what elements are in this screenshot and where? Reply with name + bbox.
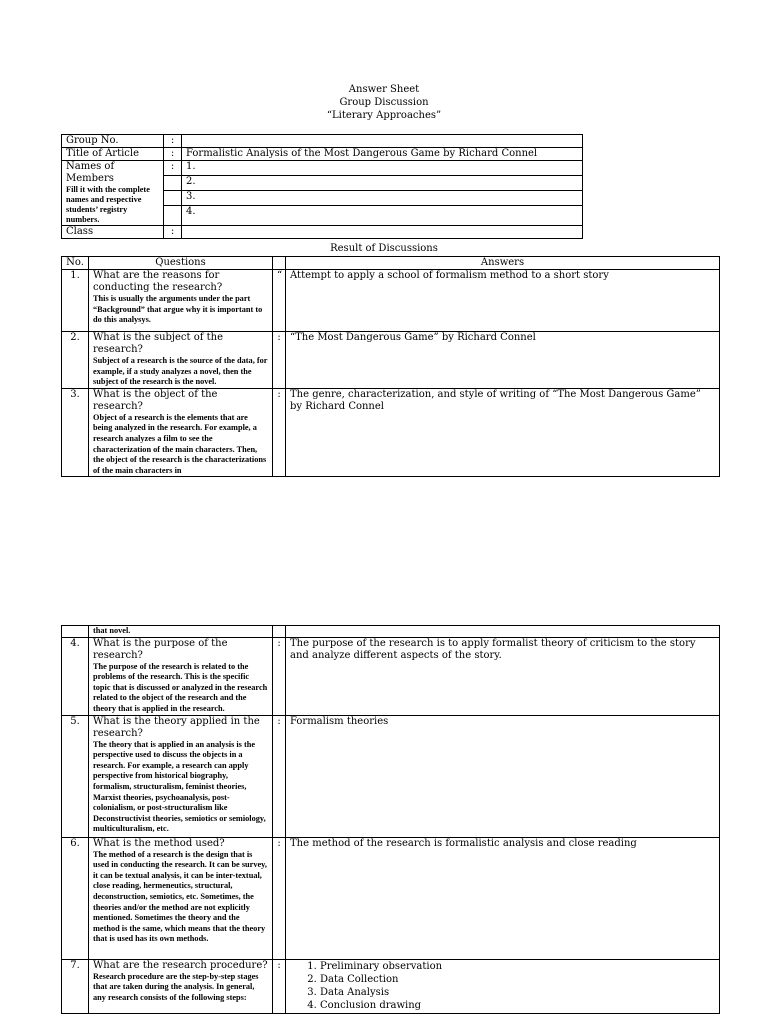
answer-cell[interactable]: Formalism theories xyxy=(286,715,720,837)
question-description: The purpose of the research is related to the problems of the research. This is the specific topic that is discussed or analyzed in the research related to the object of the research and the theory that is applied in the research. xyxy=(93,661,268,713)
members-instruction: Fill it with the complete names and respective students’ registry numbers. xyxy=(66,185,150,224)
question-description: Subject of a research is the source of the data, for example, if a study analyzes a novel, then the subject of the research is the novel. xyxy=(93,356,268,387)
question-title: What is the method used? xyxy=(93,837,225,849)
results-title: Result of Discussions xyxy=(330,243,438,254)
group-no-row xyxy=(62,135,583,148)
question-number: 5. xyxy=(62,715,89,837)
colon: : xyxy=(164,161,182,176)
separator: : xyxy=(273,715,286,837)
continuation-row xyxy=(62,626,720,638)
colon: : xyxy=(164,148,182,161)
question-number: 7. xyxy=(62,959,89,1013)
col-header-answers: Answers xyxy=(286,257,720,270)
members-row xyxy=(62,161,583,176)
question-description: Research procedure are the step-by-step stages that are taken during the analysis. In general, any research consists of the following steps: xyxy=(93,971,259,1002)
header-title: Answer Sheet xyxy=(348,84,420,95)
question-row xyxy=(62,270,720,332)
question-cell xyxy=(89,388,273,477)
answer-cell[interactable]: The method of the research is formalistic analysis and close reading xyxy=(286,837,720,959)
blank xyxy=(273,626,286,638)
group-no-label: Group No. xyxy=(62,135,164,148)
separator: : xyxy=(273,837,286,959)
separator: “ xyxy=(273,270,286,332)
question-description: This is usually the arguments under the part “Background” that argue why it is important to do this analysys. xyxy=(93,294,263,325)
question-number: 1. xyxy=(62,270,89,332)
sheet-header xyxy=(0,83,768,122)
colon: : xyxy=(164,135,182,148)
title-row xyxy=(62,148,583,161)
question-row xyxy=(62,959,720,1013)
header-subtitle: Group Discussion xyxy=(339,97,429,108)
title-value: Formalistic Analysis of the Most Dangerous Game by Richard Connel xyxy=(182,148,583,161)
member-4[interactable]: 4. xyxy=(182,206,583,226)
question-number: 4. xyxy=(62,637,89,715)
results-table-page2 xyxy=(61,625,720,1014)
separator: : xyxy=(273,637,286,715)
class-label: Class xyxy=(62,226,164,239)
question-title: What is the subject of the research? xyxy=(93,332,224,355)
question-title: What is the theory applied in the research? xyxy=(93,715,260,739)
colon-blank xyxy=(164,176,182,191)
colon-blank xyxy=(164,191,182,206)
separator: : xyxy=(273,959,286,1013)
question-row xyxy=(62,388,720,477)
question-row xyxy=(62,715,720,837)
question-cell xyxy=(89,837,273,959)
member-2[interactable]: 2. xyxy=(182,176,583,191)
question-row xyxy=(62,837,720,959)
answer-cell[interactable]: The purpose of the research is to apply formalist theory of criticism to the story and analyze different aspects of the story. xyxy=(286,637,720,715)
procedure-step: 2. Data Collection xyxy=(320,973,715,986)
question-row xyxy=(62,637,720,715)
col-header-no: No. xyxy=(62,257,89,270)
title-label: Title of Article xyxy=(62,148,164,161)
question-cell xyxy=(89,270,273,332)
question-description: Object of a research is the elements that are being analyzed in the research. For example, a research analyzes a film to see the characterization of the main characters. Then, the object of the research is the characterizations of the main characters in xyxy=(93,412,267,475)
question-title: What is the object of the research? xyxy=(93,388,218,412)
colon-blank xyxy=(164,206,182,226)
results-header-row xyxy=(62,257,720,270)
results-table-page1 xyxy=(61,256,720,477)
group-no-value[interactable] xyxy=(182,135,583,148)
colon: : xyxy=(164,226,182,239)
separator: : xyxy=(273,332,286,389)
question-title: What are the reasons for conducting the research? xyxy=(93,270,223,293)
question-cell xyxy=(89,637,273,715)
question-number: 6. xyxy=(62,837,89,959)
answer-cell[interactable] xyxy=(286,959,720,1013)
answer-cell[interactable]: “The Most Dangerous Game” by Richard Connel xyxy=(286,332,720,389)
procedure-steps xyxy=(290,960,715,1012)
question-title: What is the purpose of the research? xyxy=(93,637,228,661)
blank xyxy=(62,626,89,638)
question-number: 2. xyxy=(62,332,89,389)
member-1[interactable]: 1. xyxy=(182,161,583,176)
group-info-table xyxy=(61,134,583,239)
question-description: The theory that is applied in an analysis is the perspective used to discuss the objects in a research. For example, a research can apply perspective from historical biography, formalism, structuralism, feminist theories, Marxist theories, psychoanalysis, post-colonialism, or post-structuralism like Deconstructivist theories, semiotics or semiology, multiculturalism, etc. xyxy=(93,739,266,834)
procedure-step: 1. Preliminary observation xyxy=(320,960,715,973)
question-title: What are the research procedure? xyxy=(93,959,268,971)
answer-cell[interactable]: Attempt to apply a school of formalism method to a short story xyxy=(286,270,720,332)
col-header-sep xyxy=(273,257,286,270)
procedure-step: 3. Data Analysis xyxy=(320,986,715,999)
question-cell xyxy=(89,332,273,389)
answer-cell[interactable]: The genre, characterization, and style of writing of “The Most Dangerous Game” by Richard Connel xyxy=(286,388,720,477)
class-value[interactable] xyxy=(182,226,583,239)
question-continuation: that novel. xyxy=(89,626,273,638)
class-row xyxy=(62,226,583,239)
question-cell xyxy=(89,959,273,1013)
question-description: The method of a research is the design that is used in conducting the research. It can be survey, it can be textual analysis, it can be inter-textual, close reading, hermeneutics, structural, deconstruction, semiotics, etc. Sometimes, the theories and/or the method are not explicitly mentioned. Sometimes the theory and the method is the same, which means that the theory that is used has its own methods. xyxy=(93,849,267,944)
question-row xyxy=(62,332,720,389)
question-number: 3. xyxy=(62,388,89,477)
members-label: Names of Members xyxy=(66,161,115,184)
header-topic: “Literary Approaches” xyxy=(326,110,442,121)
members-label-cell xyxy=(62,161,164,226)
question-cell xyxy=(89,715,273,837)
blank xyxy=(286,626,720,638)
separator: : xyxy=(273,388,286,477)
procedure-step: 4. Conclusion drawing xyxy=(320,999,715,1012)
member-3[interactable]: 3. xyxy=(182,191,583,206)
col-header-questions: Questions xyxy=(89,257,273,270)
